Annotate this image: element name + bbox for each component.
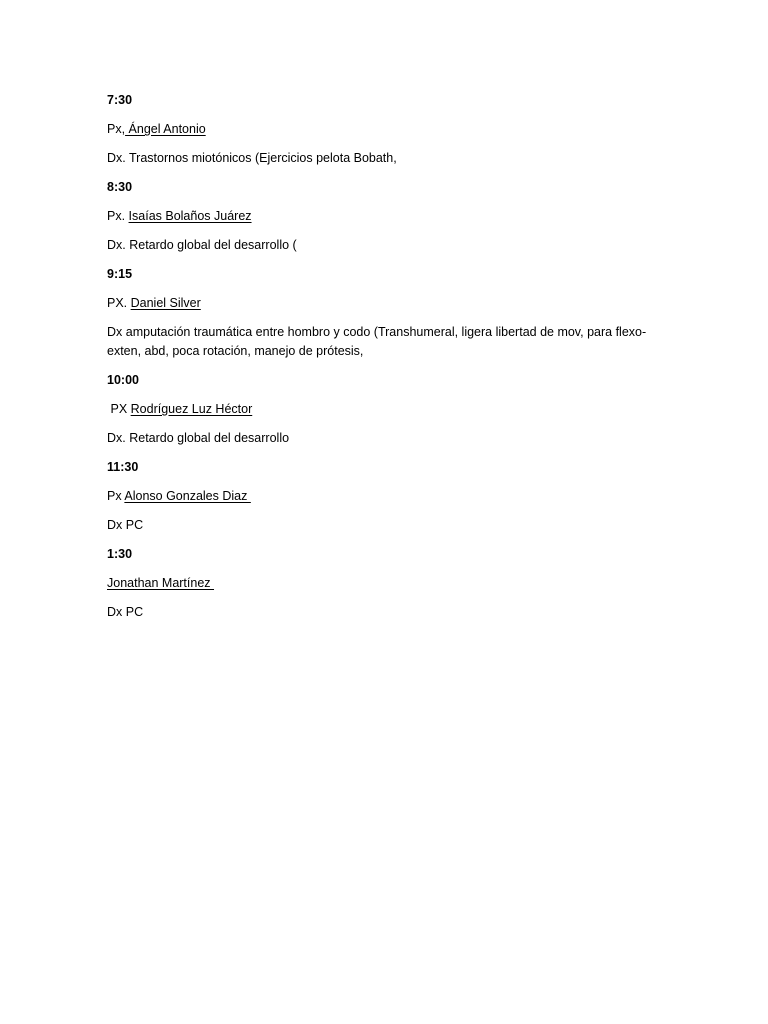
appointment-time: 10:00 (107, 373, 139, 387)
diagnosis-line: Dx. Retardo global del desarrollo (107, 431, 290, 445)
schedule-entry (107, 545, 667, 622)
patient-line (107, 120, 667, 139)
schedule-entry (107, 91, 667, 168)
patient-line (107, 487, 667, 506)
schedule-entry (107, 458, 667, 535)
appointment-time: 1:30 (107, 547, 133, 561)
document-page (107, 91, 667, 632)
schedule-entry (107, 371, 667, 448)
patient-prefix: Px (107, 489, 125, 503)
patient-line (107, 574, 667, 593)
patient-name: Daniel Silver (130, 296, 201, 310)
diagnosis-line: Dx. Retardo global del desarrollo ( (107, 238, 297, 252)
appointment-time: 11:30 (107, 460, 139, 474)
patient-line (107, 294, 667, 313)
appointment-time: 7:30 (107, 93, 133, 107)
schedule-entry (107, 265, 667, 361)
appointment-time: 9:15 (107, 267, 133, 281)
appointment-time: 8:30 (107, 180, 133, 194)
patient-name: Jonathan Martínez (107, 576, 215, 590)
patient-name: Isaías Bolaños Juárez (128, 209, 252, 223)
patient-name: Alonso Gonzales Diaz (124, 489, 251, 503)
patient-name: Ángel Antonio (125, 122, 206, 136)
patient-line (107, 400, 667, 419)
patient-line (107, 207, 667, 226)
patient-prefix: Px, (107, 122, 126, 136)
patient-prefix: PX. (107, 296, 131, 310)
patient-name: Rodríguez Luz Héctor (130, 402, 253, 416)
patient-prefix: Px. (107, 209, 129, 223)
diagnosis-line: Dx amputación traumática entre hombro y codo (Transhumeral, ligera libertad de mov, para flexo-exten, abd, poca rotación, manejo de prótesis, (107, 325, 647, 358)
patient-prefix: PX (107, 402, 131, 416)
diagnosis-line: Dx PC (107, 518, 144, 532)
diagnosis-line: Dx PC (107, 605, 144, 619)
diagnosis-line: Dx. Trastornos miotónicos (Ejercicios pelota Bobath, (107, 151, 397, 165)
schedule-entry (107, 178, 667, 255)
